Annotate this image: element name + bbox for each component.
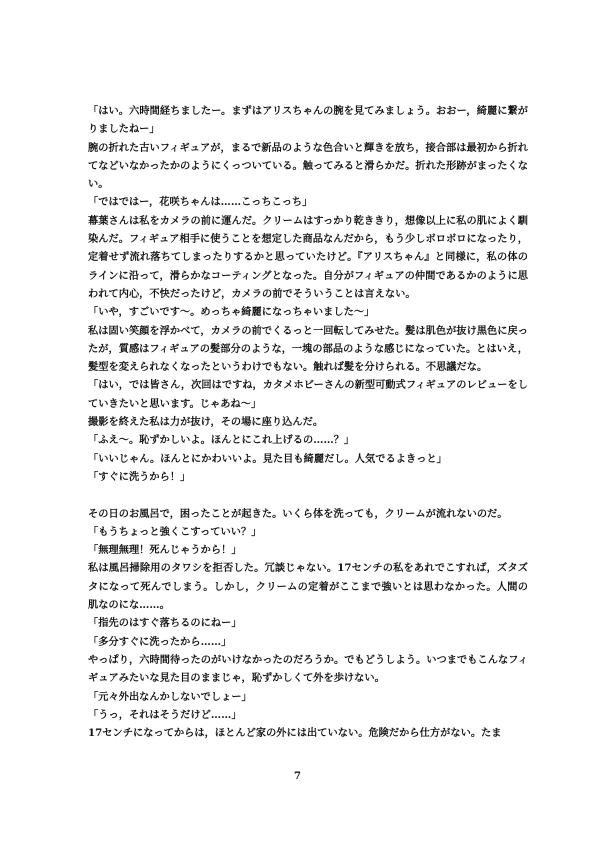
paragraph: その日のお風呂で，困ったことが起きた。いくら体を洗っても，クリームが流れないのだ。	[88, 507, 508, 520]
paragraph: 私は固い笑顔を浮かべて，カメラの前でくるっと一回転してみせた。髪は肌色が抜け黒色に戻ったが，質感はフィギュアの髪部分のような，一塊の部品のような感じになっていた。とはいえ，髪型を変えられなくなったというわけでもない。触れば髪を分けられる。不思議だな。	[88, 324, 529, 374]
paragraph: 「もうちょっと強くこすっていい？」	[88, 525, 262, 538]
paragraph: やっぱり，六時間待ったのがいけなかったのだろうか。でもどうしよう。いつまでもこんなフィギュアみたいな見た目のままじゃ，恥ずかしくて外を歩けない。	[88, 653, 528, 685]
paragraph: 腕の折れた古いフィギュアが，まるで新品のような色合いと輝きを放ち，接合部は最初から折れてなどいなかったかのようにくっついている。触ってみると滑らかだ。折れた形跡がまったくない。	[88, 141, 529, 191]
paragraph: 幕葉さんは私をカメラの前に運んだ。クリームはすっかり乾ききり，想像以上に私の肌によく馴染んだ。フィギュア相手に使うことを想定した商品なんだから，もう少しボロボロになったり，定着せず流れ落ちてしまったりするかと思っていたけど。『アリスちゃん』と同様に，私の体のラインに沿って，滑らかなコーティングとなった。自分がフィギュアの仲間であるかのように思われて内心，不快だったけど，カメラの前でそういうことは言えない。	[88, 214, 528, 300]
section-break	[88, 486, 528, 504]
page-body-text	[88, 102, 528, 742]
page-number: 7	[294, 771, 301, 782]
paragraph: 「ふえ～。恥ずかしいよ。ほんとにこれ上げるの……？」	[88, 434, 355, 447]
paragraph: 17センチになってからは，ほとんど家の外には出ていない。危険だから仕方がない。たま	[88, 727, 502, 740]
paragraph: 「いいじゃん。ほんとにかわいいよ。見た目も綺麗だし。人気でるよきっと」	[88, 452, 447, 465]
paragraph: 「ではではー，花咲ちゃんは……こっちこっち」	[88, 196, 313, 209]
paragraph: 「はい，では皆さん，次回はですね，カタメホビーさんの新型可動式フィギュアのレビューをしていきたいと思います。じゃあね～」	[88, 379, 528, 410]
paragraph: 「無理無理！死んじゃうから！」	[88, 544, 242, 557]
paragraph: 「うっ，それはそうだけど……」	[88, 708, 242, 721]
paragraph: 私は風呂掃除用のタワシを拒否した。冗談じゃない。17センチの私をあれでこすれば，ズタズタになって死んでしまう。しかし，クリームの定着がここまで強いとは思わなかった。人間の肌なのにな……。	[88, 562, 528, 612]
paragraph: 「いや，すごいです～。めっちゃ綺麗になっちゃいました～」	[88, 306, 375, 319]
paragraph: 撮影を終えた私は力が抜け，その場に座り込んだ。	[88, 416, 324, 429]
paragraph: 「元々外出なんかしないでしょー」	[88, 690, 252, 703]
paragraph: 「はい。六時間経ちましたー。まずはアリスちゃんの腕を見てみましょう。おおー，綺麗に繋がりましたねー」	[88, 105, 528, 136]
paragraph: 「指先のはすぐ落ちるのにねー」	[88, 617, 242, 630]
paragraph: 「多分すぐに洗ったから……」	[88, 635, 232, 648]
paragraph: 「すぐに洗うから！」	[88, 470, 191, 483]
